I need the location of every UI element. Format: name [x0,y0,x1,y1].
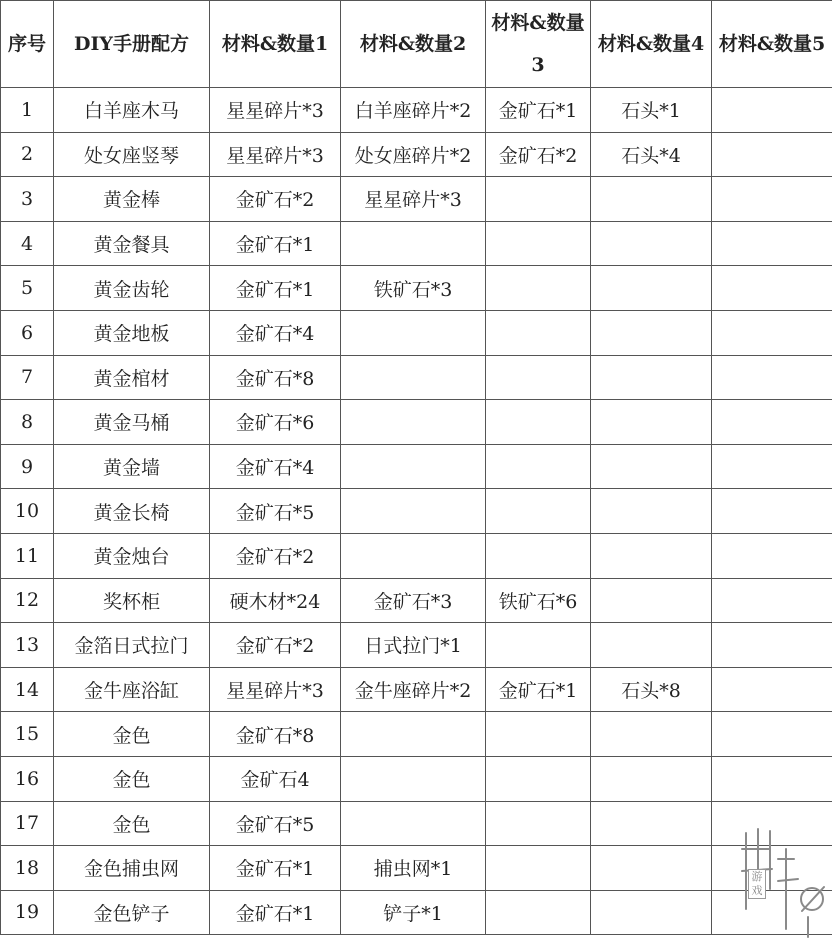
recipe-name-cell: 金箔日式拉门 [54,623,210,668]
material-cell [591,355,712,400]
table-row [1,623,832,668]
recipe-name-cell: 黄金马桶 [54,400,210,445]
material-cell: 星星碎片*3 [341,177,486,222]
material-cell [486,846,591,891]
material-cell [341,355,486,400]
material-cell [486,756,591,801]
row-index-cell: 4 [1,221,54,266]
material-cell: 金矿石*8 [210,712,341,757]
column-header: 材料&数量1 [210,1,341,88]
table-row [1,890,832,935]
material-cell [486,712,591,757]
row-index-cell: 16 [1,756,54,801]
material-cell [341,400,486,445]
material-cell [712,266,832,311]
material-cell [486,177,591,222]
material-cell: 金矿石*1 [486,88,591,133]
table-row [1,756,832,801]
material-cell: 金矿石*1 [486,667,591,712]
row-index-cell: 17 [1,801,54,846]
row-index-cell: 2 [1,132,54,177]
recipe-name-cell: 黄金地板 [54,310,210,355]
material-cell: 金矿石*2 [210,177,341,222]
row-index-cell: 18 [1,846,54,891]
material-cell [341,489,486,534]
row-index-cell: 1 [1,88,54,133]
material-cell: 铁矿石*3 [341,266,486,311]
recipe-name-cell: 黄金墙 [54,444,210,489]
material-cell [712,177,832,222]
material-cell: 石头*1 [591,88,712,133]
material-cell: 硬木材*24 [210,578,341,623]
material-cell: 金矿石*2 [210,623,341,668]
material-cell: 金矿石*2 [486,132,591,177]
material-cell [486,310,591,355]
material-cell [591,400,712,445]
table-row [1,846,832,891]
material-cell [712,489,832,534]
recipe-name-cell: 金色 [54,756,210,801]
material-cell [341,801,486,846]
row-index-cell: 13 [1,623,54,668]
column-header: 材料&数量5 [712,1,832,88]
material-cell: 星星碎片*3 [210,132,341,177]
material-cell: 处女座碎片*2 [341,132,486,177]
table-row [1,355,832,400]
recipe-name-cell: 处女座竖琴 [54,132,210,177]
material-cell: 金矿石4 [210,756,341,801]
material-cell [591,801,712,846]
material-cell [341,712,486,757]
recipe-name-cell: 黄金棒 [54,177,210,222]
material-cell: 金矿石*8 [210,355,341,400]
material-cell [591,489,712,534]
column-header: 序号 [1,1,54,88]
material-cell [712,846,832,891]
material-cell [591,533,712,578]
row-index-cell: 6 [1,310,54,355]
material-cell: 金矿石*1 [210,266,341,311]
material-cell: 白羊座碎片*2 [341,88,486,133]
material-cell [591,890,712,935]
material-cell: 石头*4 [591,132,712,177]
material-cell [486,355,591,400]
material-cell [486,489,591,534]
row-index-cell: 15 [1,712,54,757]
material-cell [486,533,591,578]
material-cell: 铁矿石*6 [486,578,591,623]
recipe-name-cell: 金牛座浴缸 [54,667,210,712]
table-row [1,310,832,355]
material-cell [591,266,712,311]
material-cell [712,890,832,935]
recipe-name-cell: 黄金齿轮 [54,266,210,311]
material-cell: 金矿石*4 [210,444,341,489]
material-cell: 金矿石*1 [210,890,341,935]
material-cell [341,444,486,489]
material-cell: 金矿石*1 [210,846,341,891]
material-cell: 金牛座碎片*2 [341,667,486,712]
material-cell [486,801,591,846]
material-cell: 星星碎片*3 [210,667,341,712]
material-cell [486,890,591,935]
material-cell [712,400,832,445]
table-row [1,177,832,222]
recipe-name-cell: 金色 [54,712,210,757]
table-row [1,266,832,311]
material-cell: 金矿石*5 [210,801,341,846]
material-cell [486,266,591,311]
material-cell [591,221,712,266]
material-cell [712,578,832,623]
material-cell [591,623,712,668]
material-cell [712,221,832,266]
material-cell [712,444,832,489]
material-cell [486,221,591,266]
material-cell [486,623,591,668]
material-cell [591,177,712,222]
material-cell: 铲子*1 [341,890,486,935]
material-cell [712,756,832,801]
material-cell: 捕虫网*1 [341,846,486,891]
material-cell [712,801,832,846]
material-cell [591,578,712,623]
material-cell [712,310,832,355]
recipe-name-cell: 白羊座木马 [54,88,210,133]
column-header: 材料&数量2 [341,1,486,88]
row-index-cell: 12 [1,578,54,623]
material-cell [591,310,712,355]
row-index-cell: 3 [1,177,54,222]
recipe-name-cell: 黄金餐具 [54,221,210,266]
table-body [1,88,832,935]
material-cell: 金矿石*6 [210,400,341,445]
material-cell [712,667,832,712]
material-cell [341,221,486,266]
table-row [1,400,832,445]
material-cell: 金矿石*4 [210,310,341,355]
row-index-cell: 8 [1,400,54,445]
table-row [1,533,832,578]
material-cell [591,846,712,891]
material-cell: 石头*8 [591,667,712,712]
recipe-name-cell: 奖杯柜 [54,578,210,623]
material-cell [712,355,832,400]
material-cell [341,310,486,355]
material-cell: 日式拉门*1 [341,623,486,668]
material-cell: 金矿石*1 [210,221,341,266]
table-row [1,578,832,623]
material-cell [591,712,712,757]
column-header: 材料&数量4 [591,1,712,88]
material-cell: 金矿石*5 [210,489,341,534]
recipe-name-cell: 金色捕虫网 [54,846,210,891]
row-index-cell: 7 [1,355,54,400]
watermark-text: 游戏 [748,869,766,899]
material-cell [712,712,832,757]
row-index-cell: 11 [1,533,54,578]
recipe-name-cell: 黄金长椅 [54,489,210,534]
table-row [1,489,832,534]
table-row [1,88,832,133]
table-row [1,801,832,846]
material-cell [712,623,832,668]
table-row [1,132,832,177]
row-index-cell: 5 [1,266,54,311]
table-row [1,221,832,266]
material-cell: 星星碎片*3 [210,88,341,133]
row-index-cell: 14 [1,667,54,712]
header-row [1,1,832,88]
material-cell [712,88,832,133]
recipe-name-cell: 黄金烛台 [54,533,210,578]
column-header: 材料&数量3 [486,1,591,88]
material-cell [712,132,832,177]
material-cell [486,444,591,489]
recipe-name-cell: 黄金棺材 [54,355,210,400]
table-row [1,712,832,757]
material-cell: 金矿石*3 [341,578,486,623]
material-cell [591,444,712,489]
table-row [1,444,832,489]
material-cell [591,756,712,801]
table-row [1,667,832,712]
row-index-cell: 9 [1,444,54,489]
material-cell: 金矿石*2 [210,533,341,578]
material-cell [486,400,591,445]
row-index-cell: 19 [1,890,54,935]
material-cell [341,756,486,801]
recipe-name-cell: 金色 [54,801,210,846]
recipe-name-cell: 金色铲子 [54,890,210,935]
row-index-cell: 10 [1,489,54,534]
column-header: DIY手册配方 [54,1,210,88]
material-cell [712,533,832,578]
material-cell [341,533,486,578]
